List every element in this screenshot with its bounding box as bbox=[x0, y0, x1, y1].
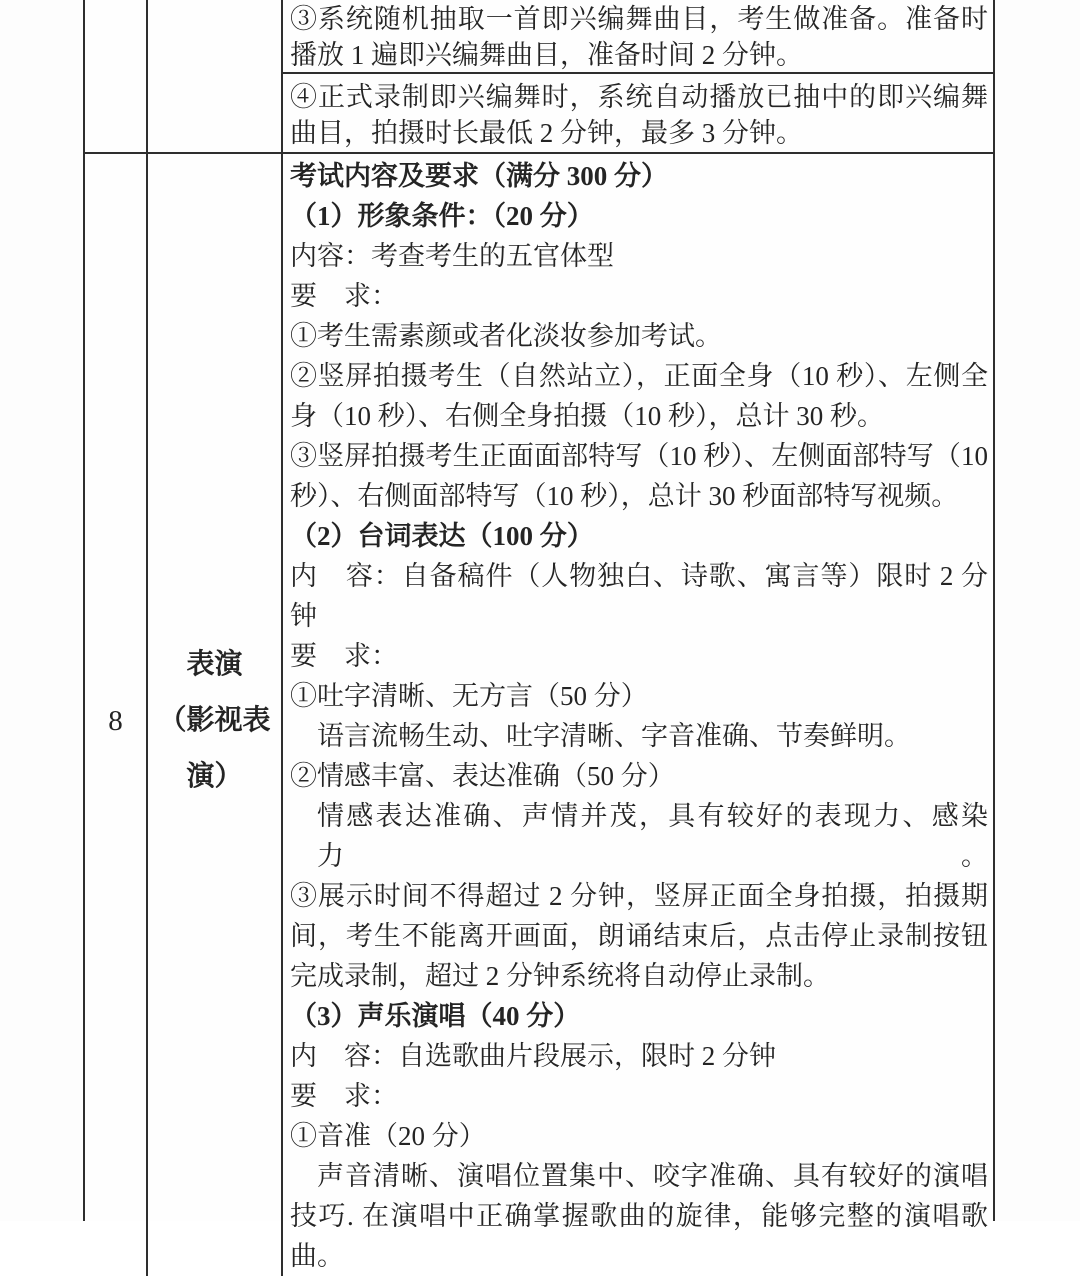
text-line: 技巧. 在演唱中正确掌握歌曲的旋律，能够完整的演唱歌 bbox=[290, 1201, 988, 1231]
text-line: 曲。 bbox=[290, 1241, 344, 1271]
text-line: 曲目，拍摄时长最低 2 分钟，最多 3 分钟。 bbox=[290, 118, 803, 148]
row-number: 8 bbox=[108, 704, 123, 737]
table-cell-exam-content bbox=[283, 154, 993, 1276]
text-line: 演） bbox=[186, 761, 243, 792]
text-line: 秒）、右侧面部特写（10 秒），总计 30 秒面部特写视频。 bbox=[290, 481, 959, 511]
text-line: ②情感丰富、表达准确（50 分） bbox=[290, 761, 675, 791]
table-cell-row-number bbox=[85, 154, 148, 1276]
text-line: 身（10 秒）、右侧全身拍摄（10 秒），总计 30 秒。 bbox=[290, 401, 884, 431]
text-line: 语言流畅生动、吐字清晰、字音准确、节奏鲜明。 bbox=[317, 721, 911, 751]
text-line: （3）声乐演唱（40 分） bbox=[290, 1001, 581, 1031]
text-line: 内 容：自选歌曲片段展示，限时 2 分钟 bbox=[290, 1041, 776, 1071]
text-line: 内 容：自备稿件（人物独白、诗歌、寓言等）限时 2 分 bbox=[290, 561, 988, 591]
text-line: 要 求： bbox=[290, 1081, 398, 1111]
text-line: 内容：考查考生的五官体型 bbox=[290, 241, 614, 271]
text-line: ①音准（20 分） bbox=[290, 1121, 486, 1151]
text-line: 考试内容及要求（满分 300 分） bbox=[290, 161, 668, 191]
table-cell-item3-text bbox=[283, 0, 993, 74]
text-line: ①吐字清晰、无方言（50 分） bbox=[290, 681, 648, 711]
text-line: 情感表达准确、声情并茂，具有较好的表现力、感染力。 bbox=[317, 801, 988, 871]
text-line: （影视表 bbox=[158, 705, 271, 736]
text-line: 间，考生不能离开画面，朗诵结束后，点击停止录制按钮 bbox=[290, 921, 988, 951]
text-line: 要 求： bbox=[290, 281, 398, 311]
table-cell-subject bbox=[148, 154, 283, 1276]
text-line: 声音清晰、演唱位置集中、咬字准确、具有较好的演唱 bbox=[317, 1161, 988, 1191]
text-line: ①考生需素颜或者化淡妆参加考试。 bbox=[290, 321, 722, 351]
text-line: ④正式录制即兴编舞时，系统自动播放已抽中的即兴编舞 bbox=[290, 82, 988, 112]
text-line: 钟 bbox=[290, 601, 317, 631]
exam-table bbox=[83, 0, 995, 1271]
text-line: 播放 1 遍即兴编舞曲目，准备时间 2 分钟。 bbox=[290, 40, 803, 70]
text-line: ③展示时间不得超过 2 分钟，竖屏正面全身拍摄，拍摄期 bbox=[290, 881, 988, 911]
text-line: ②竖屏拍摄考生（自然站立），正面全身（10 秒）、左侧全 bbox=[290, 361, 988, 391]
text-line: （2）台词表达（100 分） bbox=[290, 521, 594, 551]
table-cell-subject-empty bbox=[148, 0, 283, 154]
text-line: 要 求： bbox=[290, 641, 398, 671]
text-line: 表演 bbox=[186, 649, 243, 680]
text-line: ③系统随机抽取一首即兴编舞曲目，考生做准备。准备时 bbox=[290, 4, 988, 34]
table-cell-number-empty bbox=[85, 0, 148, 154]
text-line: 完成录制，超过 2 分钟系统将自动停止录制。 bbox=[290, 961, 830, 991]
text-line: ③竖屏拍摄考生正面面部特写（10 秒）、左侧面部特写（10 bbox=[290, 441, 988, 471]
text-line: （1）形象条件：（20 分） bbox=[290, 201, 594, 231]
table-cell-item4-text bbox=[283, 74, 993, 154]
